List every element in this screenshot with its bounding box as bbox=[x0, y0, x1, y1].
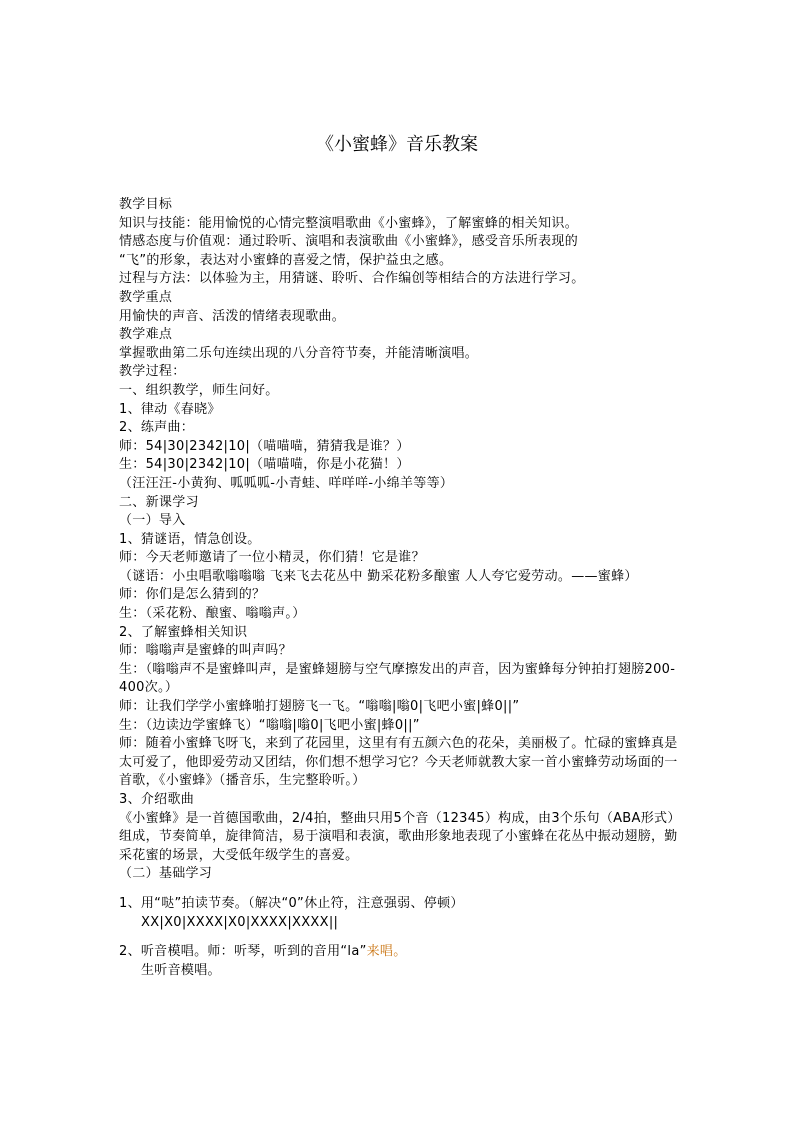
paragraph: “飞”的形象，表达对小蜜蜂的喜爱之情，保护益虫之感。 bbox=[119, 252, 453, 268]
paragraph: 师：嗡嗡声是蜜蜂的叫声吗？ bbox=[119, 643, 292, 659]
heading-basic-learning: （二）基础学习 bbox=[119, 866, 213, 882]
paragraph: 生：（边读边学蜜蜂飞）“嗡嗡|嗡0|飞吧小蜜|蜂0||” bbox=[119, 717, 420, 733]
paragraph: 生：54|30|2342|10|（喵喵喵，你是小花猫！） bbox=[119, 457, 410, 473]
paragraph: 1、用“哒”拍读节奏。（解决“0”休止符，注意强弱、停顿） bbox=[119, 895, 464, 911]
heading-difficulties: 教学难点 bbox=[119, 327, 173, 343]
paragraph: 生：（嗡嗡声不是蜜蜂叫声，是蜜蜂翅膀与空气摩擦发出的声音，因为蜜蜂每分钟拍打翅膀200-400次。） bbox=[119, 661, 676, 696]
document-title: 《小蜜蜂》音乐教案 bbox=[316, 134, 478, 155]
paragraph: 1、律动《春晓》 bbox=[119, 401, 221, 417]
paragraph: 生听音模唱。 bbox=[141, 962, 221, 978]
paragraph: 过程与方法：以体验为主，用猜谜、聆听、合作编创等相结合的方法进行学习。 bbox=[119, 271, 585, 287]
heading-song-intro: 3、介绍歌曲 bbox=[119, 792, 195, 807]
rhythm-notation: XX|X0|XXXX|X0|XXXX|XXXX|| bbox=[141, 914, 339, 930]
text-run: 2、听音模唱。师：听琴，听到的音用“la” bbox=[119, 944, 367, 960]
heading-process: 教学过程： bbox=[119, 364, 186, 380]
paragraph: 师：你们是怎么猜到的？ bbox=[119, 587, 266, 603]
paragraph: 师：随着小蜜蜂飞呀飞，来到了花园里，这里有有五颜六色的花朵，美丽极了。忙碌的蜜蜂真是太可爱了，他即爱劳动又团结，你们想不想学习它？今天老师就教大家一首小蜜蜂劳动场面的一首歌，《小蜜蜂》（播音乐，生完整聆听。） bbox=[119, 736, 678, 789]
paragraph: 生：（采花粉、酿蜜、嗡嗡声。） bbox=[119, 606, 306, 622]
paragraph: 2、了解蜜蜂相关知识 bbox=[119, 624, 248, 640]
paragraph: 师：54|30|2342|10|（喵喵喵，猜猜我是谁？） bbox=[119, 438, 410, 454]
riddle-paragraph: （谜语：小虫唱歌嗡嗡嗡 飞来飞去花丛中 勤采花粉多酿蜜 人人夸它爱劳动。——蜜蜂） bbox=[119, 568, 638, 584]
paragraph: 1、猜谜语，情急创设。 bbox=[119, 531, 261, 547]
spacer bbox=[119, 884, 679, 895]
spacer bbox=[119, 932, 679, 943]
paragraph: 师：今天老师邀请了一位小精灵，你们猜！它是谁？ bbox=[119, 550, 425, 566]
paragraph bbox=[119, 943, 679, 962]
text-run-colored: 来唱。 bbox=[366, 944, 407, 960]
heading-new-lesson: 二、新课学习 bbox=[119, 494, 199, 510]
heading-intro: （一）导入 bbox=[119, 513, 186, 529]
paragraph: 《小蜜蜂》是一首德国歌曲，2/4拍，整曲只用5个音（12345）构成，由3个乐句（ABA形式）组成，节奏简单，旋律简洁，易于演唱和表演，歌曲形象地表现了小蜜蜂在花丛中振动翅膀，勤采花蜜的场景，大受低年级学生的喜爱。 bbox=[119, 810, 678, 863]
document-body bbox=[119, 196, 679, 980]
paragraph: 师：让我们学学小蜜蜂啪打翅膀飞一飞。“嗡嗡|嗡0|飞吧小蜜|蜂0||” bbox=[119, 699, 520, 715]
paragraph: （汪汪汪-小黄狗、呱呱呱-小青蛙、咩咩咩-小绵羊等等） bbox=[119, 475, 454, 491]
paragraph: 用愉快的声音、活泼的情绪表现歌曲。 bbox=[119, 308, 346, 324]
paragraph: 2、练声曲： bbox=[119, 420, 195, 436]
paragraph: 掌握歌曲第二乐句连续出现的八分音符节奏，并能清晰演唱。 bbox=[119, 345, 479, 361]
paragraph: 知识与技能：能用愉悦的心情完整演唱歌曲《小蜜蜂》，了解蜜蜂的相关知识。 bbox=[119, 215, 579, 231]
paragraph: 一、组织教学，师生问好。 bbox=[119, 382, 279, 398]
heading-goals: 教学目标 bbox=[119, 197, 173, 212]
heading-key-points: 教学重点 bbox=[119, 289, 173, 305]
paragraph: 情感态度与价值观：通过聆听、演唱和表演歌曲《小蜜蜂》，感受音乐所表现的 bbox=[119, 234, 579, 250]
